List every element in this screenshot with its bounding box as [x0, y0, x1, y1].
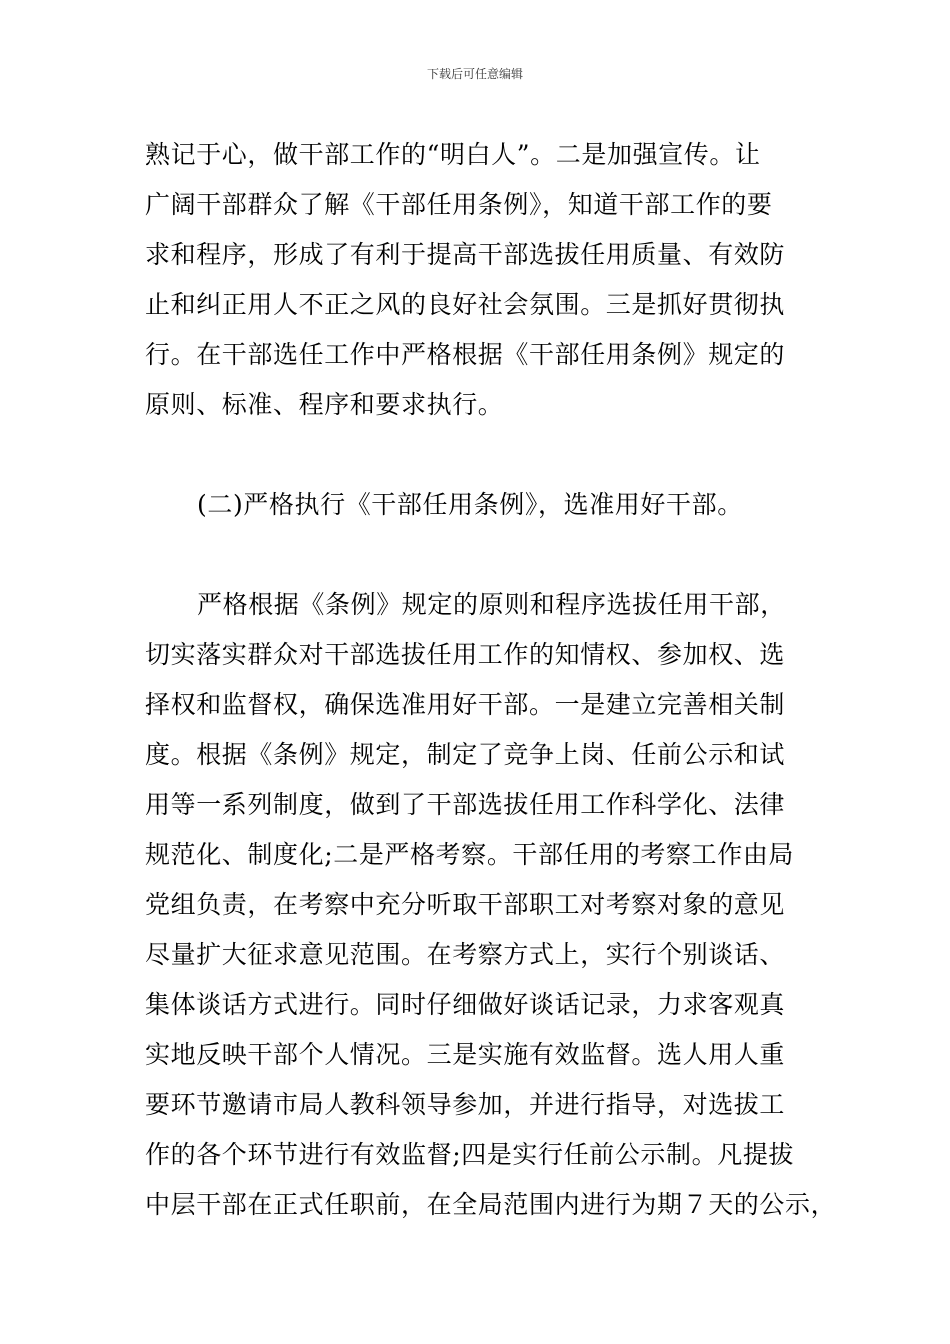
paragraph-line: 广阔干部群众了解《干部任用条例》，知道干部工作的要 [145, 190, 773, 219]
paragraph-line: 集体谈话方式进行。同时仔细做好谈话记录，力求客观真 [145, 990, 786, 1019]
paragraph-line: 作的各个环节进行有效监督;四是实行任前公示制。凡提拔 [145, 1140, 795, 1169]
paragraph-spacer [145, 430, 835, 480]
paragraph-line: 规范化、制度化;二是严格考察。干部任用的考察工作由局 [145, 840, 795, 869]
paragraph-line: 止和纠正用人不正之风的良好社会氛围。三是抓好贯彻执 [145, 290, 786, 319]
paragraph-line: 中层干部在正式任职前，在全局范围内进行为期７天的公示， [145, 1190, 837, 1219]
paragraph-line: 切实落实群众对干部选拔任用工作的知情权、参加权、选 [145, 640, 786, 669]
paragraph-line: 实地反映干部个人情况。三是实施有效监督。选人用人重 [145, 1040, 786, 1069]
paragraph-line: 党组负责，在考察中充分听取干部职工对考察对象的意见 [145, 890, 786, 919]
section-heading: (二)严格执行《干部任用条例》，选准用好干部。 [197, 490, 743, 519]
paragraph-line: 行。在干部选任工作中严格根据《干部任用条例》规定的 [145, 340, 786, 369]
paragraph-line: 求和程序，形成了有利于提高干部选拔任用质量、有效防 [145, 240, 786, 269]
paragraph-line: 熟记于心，做干部工作的“明白人”。二是加强宣传。让 [145, 140, 761, 169]
paragraph-spacer [145, 530, 835, 580]
paragraph-line: 要环节邀请市局人教科领导参加，并进行指导，对选拔工 [145, 1090, 786, 1119]
paragraph-line: 度。根据《条例》规定，制定了竞争上岗、任前公示和试 [145, 740, 786, 769]
paragraph-line: 尽量扩大征求意见范围。在考察方式上，实行个别谈话、 [145, 940, 786, 969]
paragraph-line: 严格根据《条例》规定的原则和程序选拔任用干部， [197, 590, 786, 619]
paragraph-2 [145, 580, 835, 1230]
paragraph-line: 择权和监督权，确保选准用好干部。一是建立完善相关制 [145, 690, 786, 719]
page-header-note: 下载后可任意编辑 [426, 67, 523, 81]
paragraph-line: 用等一系列制度，做到了干部选拔任用工作科学化、法律 [145, 790, 786, 819]
paragraph-1 [145, 130, 835, 430]
paragraph-line: 原则、标准、程序和要求执行。 [145, 390, 504, 419]
document-body [145, 130, 835, 1230]
